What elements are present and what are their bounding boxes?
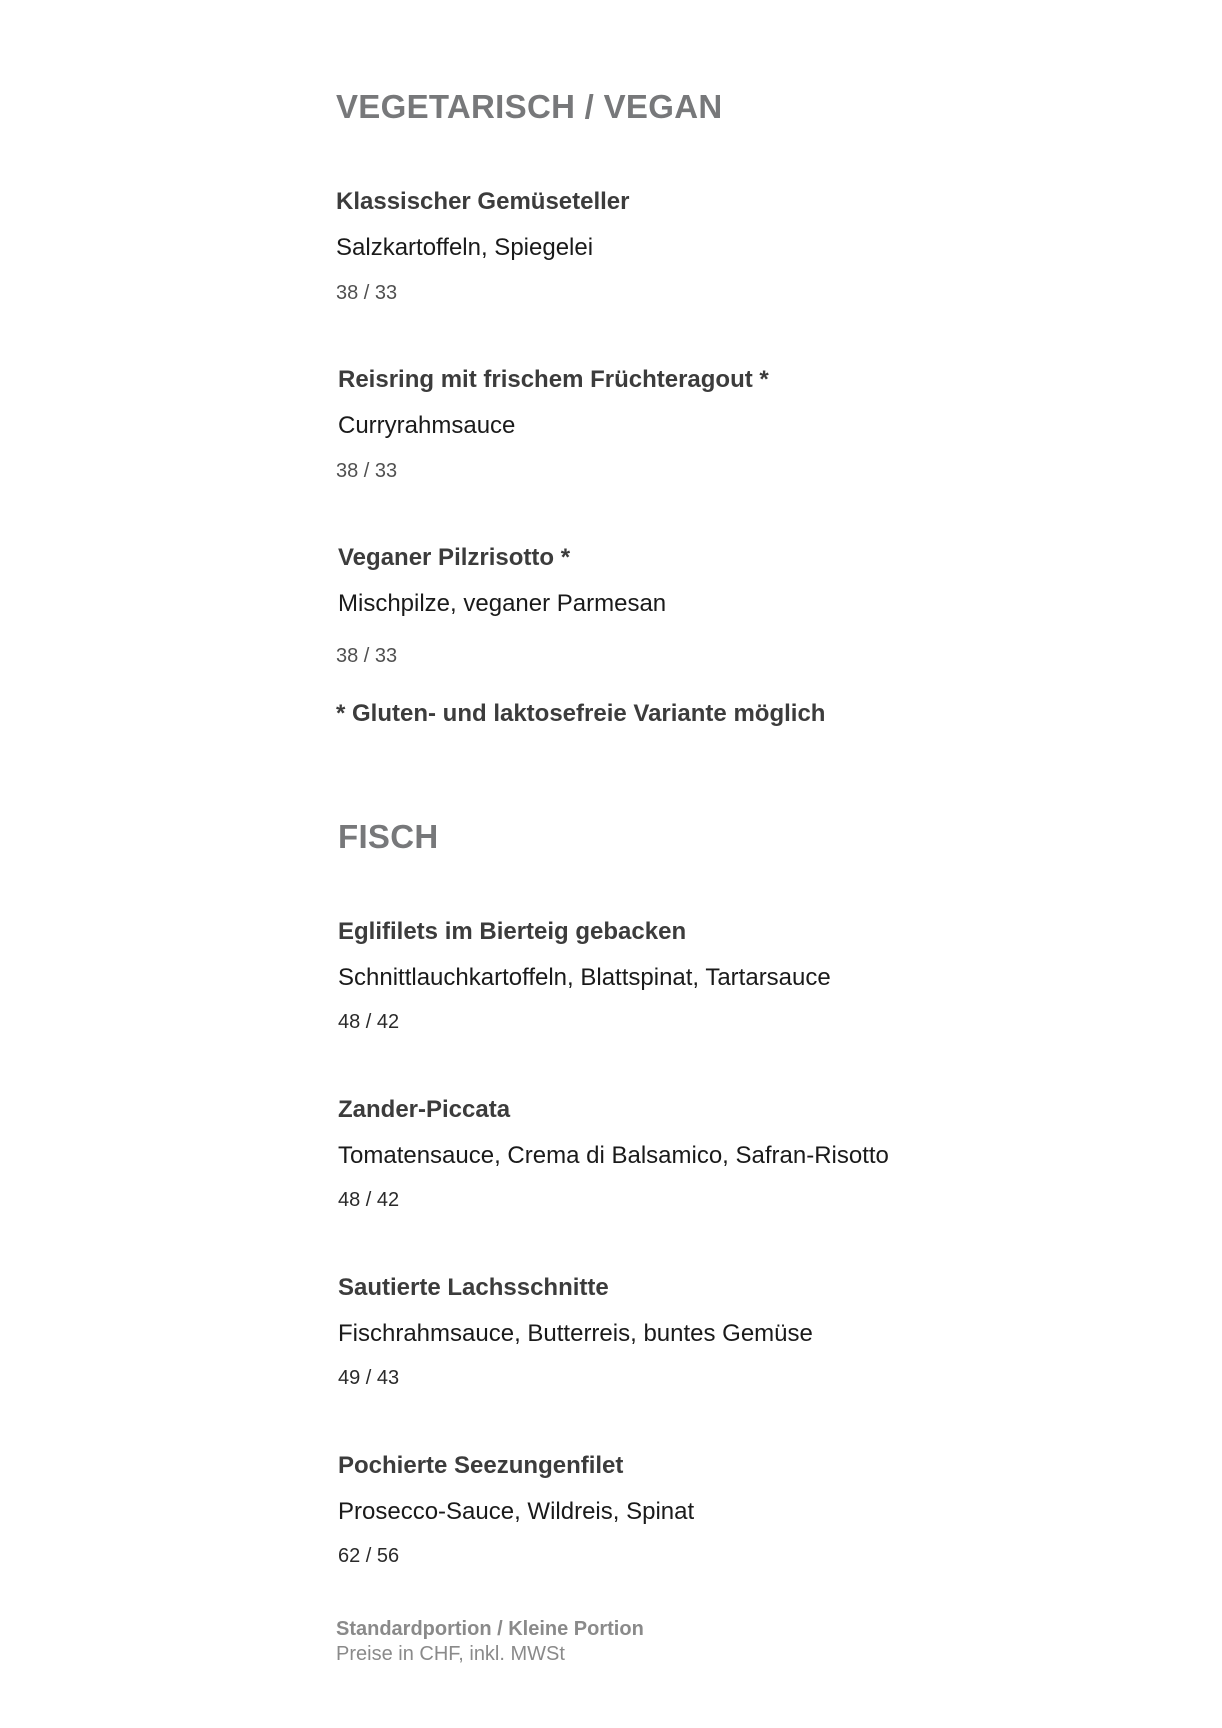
dish-name: Pochierte Seezungenfilet — [338, 1452, 624, 1479]
dish-description: Salzkartoffeln, Spiegelei — [336, 234, 594, 261]
price-note: Preise in CHF, inkl. MWSt — [336, 1643, 565, 1665]
dish-description: Prosecco-Sauce, Wildreis, Spinat — [338, 1498, 695, 1525]
portion-legend: Standardportion / Kleine Portion — [336, 1618, 644, 1640]
dish-price: 49 / 43 — [338, 1367, 400, 1389]
dish-price: 38 / 33 — [336, 282, 398, 304]
dish-name: Reisring mit frischem Früchteragout * — [338, 366, 769, 393]
dish-description: Curryrahmsauce — [338, 412, 516, 439]
section-title: FISCH — [338, 818, 439, 855]
section-title: VEGETARISCH / VEGAN — [336, 88, 723, 125]
dietary-note: * Gluten- und laktosefreie Variante möglich — [336, 700, 826, 727]
dish-name: Veganer Pilzrisotto * — [338, 544, 571, 571]
dish-description: Tomatensauce, Crema di Balsamico, Safran-Risotto — [338, 1142, 889, 1169]
dish-name: Eglifilets im Bierteig gebacken — [338, 918, 687, 945]
dish-name: Klassischer Gemüseteller — [336, 188, 630, 215]
dish-price: 38 / 33 — [336, 460, 398, 482]
dish-price: 48 / 42 — [338, 1011, 400, 1033]
dish-name: Zander-Piccata — [338, 1096, 511, 1123]
dish-description: Schnittlauchkartoffeln, Blattspinat, Tartarsauce — [338, 964, 831, 991]
dish-price: 38 / 33 — [336, 645, 398, 667]
dish-description: Mischpilze, veganer Parmesan — [338, 590, 667, 617]
dish-price: 62 / 56 — [338, 1545, 400, 1567]
dish-price: 48 / 42 — [338, 1189, 400, 1211]
dish-name: Sautierte Lachsschnitte — [338, 1274, 609, 1301]
dish-description: Fischrahmsauce, Butterreis, buntes Gemüse — [338, 1320, 813, 1347]
